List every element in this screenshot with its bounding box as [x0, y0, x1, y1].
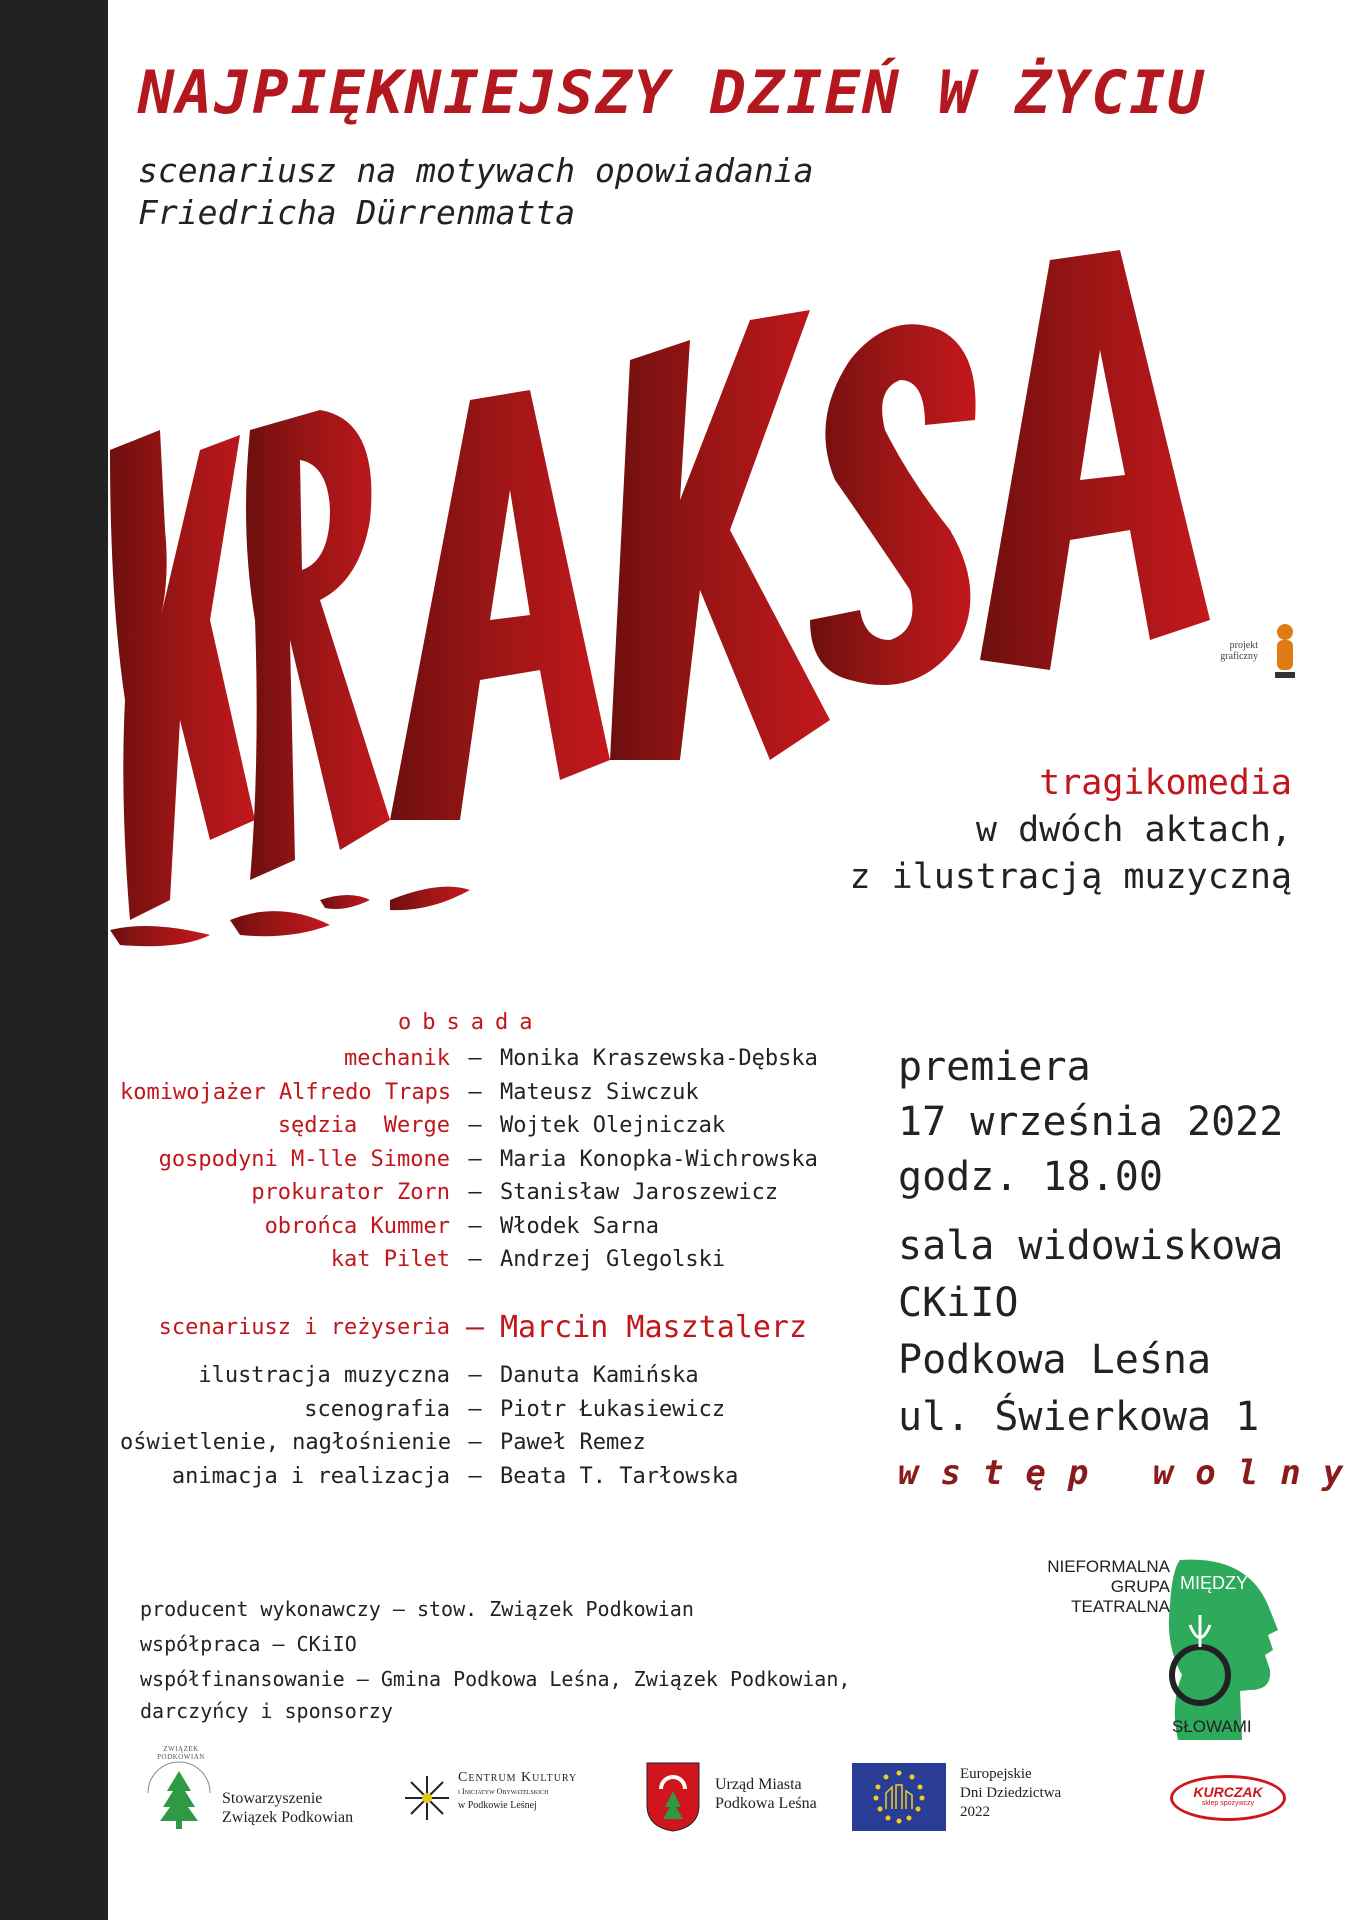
- dash: –: [468, 1146, 482, 1172]
- cast-row: [120, 1109, 840, 1143]
- director-role: scenariusz i reżyseria: [158, 1315, 450, 1340]
- genre-line-2: w dwóch aktach,: [975, 810, 1292, 850]
- dash: –: [468, 1213, 482, 1239]
- group-word-top: MIĘDZY: [1180, 1573, 1249, 1593]
- venue-line-4: ul. Świerkowa 1: [898, 1394, 1260, 1440]
- cast-row: [120, 1176, 840, 1210]
- genre-line-3: z ilustracją muzyczną: [849, 857, 1292, 897]
- producer-line-3: współfinansowanie – Gmina Podkowa Leśna, Związek Podkowian,: [140, 1667, 851, 1691]
- cast-role: mechanik: [344, 1046, 450, 1072]
- kurczak-logo: [1170, 1775, 1286, 1821]
- premiere-info: [898, 1040, 1283, 1205]
- dash: –: [468, 1113, 482, 1139]
- dash: –: [468, 1247, 482, 1273]
- cast-role: gospodyni M-lle Simone: [158, 1146, 450, 1172]
- dash: –: [468, 1363, 482, 1389]
- designer-mascot-icon: [1265, 620, 1305, 690]
- dash: –: [468, 1463, 482, 1489]
- group-name-line-1: NIEFORMALNA: [1047, 1557, 1170, 1576]
- producers-block: [140, 1592, 850, 1725]
- cast-role: komiwojażer Alfredo Traps: [120, 1079, 452, 1105]
- play-title: NAJPIĘKNIEJSZY DZIEŃ W ŻYCIU: [138, 58, 1206, 128]
- dash: –: [468, 1396, 482, 1422]
- edd-line-3: 2022: [960, 1804, 990, 1820]
- cast-row: [120, 1143, 840, 1177]
- director-credit: [120, 1310, 807, 1345]
- subtitle-line-2: Friedricha Dürrenmatta: [138, 193, 576, 232]
- crew-role: oświetlenie, nagłośnienie: [120, 1430, 452, 1456]
- producer-line-2: współpraca – CKiIO: [140, 1632, 357, 1656]
- group-word-bottom: SŁOWAMI: [1172, 1717, 1252, 1736]
- crew-name: Paweł Remez: [500, 1430, 646, 1456]
- um-line-2: Podkowa Leśna: [715, 1795, 817, 1812]
- dash: –: [468, 1046, 482, 1072]
- zp-line-1: Stowarzyszenie: [222, 1790, 323, 1807]
- credit-line-1: projekt: [1229, 640, 1258, 651]
- group-name-line-2: GRUPA: [1110, 1577, 1170, 1596]
- genre-block: [849, 760, 1292, 901]
- cast-name: Maria Konopka-Wichrowska: [500, 1146, 818, 1172]
- edd-line-1: Europejskie: [960, 1766, 1032, 1782]
- theatre-group-logo: [1040, 1555, 1290, 1745]
- crew-list: [120, 1359, 840, 1493]
- town-coat-of-arms-icon: [645, 1761, 701, 1833]
- ck-line-1: Centrum Kultury: [458, 1770, 578, 1785]
- cast-row: [120, 1042, 840, 1076]
- edd-name: [960, 1765, 1061, 1822]
- ckiio-star-icon: [402, 1773, 452, 1823]
- premiere-label: premiera: [898, 1044, 1091, 1090]
- cast-role: sędzia Werge: [277, 1113, 450, 1139]
- zp-name: [222, 1789, 353, 1827]
- kurczak-name: KURCZAK: [1193, 1784, 1263, 1800]
- cast-name: Monika Kraszewska-Dębska: [500, 1046, 818, 1072]
- cast-row: [120, 1076, 840, 1110]
- zp-line-2: Związek Podkowian: [222, 1809, 354, 1826]
- group-name-line-3: TEATRALNA: [1071, 1597, 1170, 1616]
- subtitle-line-1: scenariusz na motywach opowiadania: [138, 151, 814, 190]
- graphic-design-credit: [1198, 640, 1258, 662]
- cast-row: [120, 1210, 840, 1244]
- cast-name: Włodek Sarna: [500, 1213, 659, 1239]
- producer-line-1: producent wykonawczy – stow. Związek Podkowian: [140, 1597, 694, 1621]
- tree-logo-icon: [140, 1753, 218, 1833]
- cast-name: Andrzej Glegolski: [500, 1247, 726, 1273]
- um-line-1: Urząd Miasta: [715, 1776, 802, 1793]
- crew-row: [120, 1359, 840, 1393]
- dash: –: [468, 1430, 482, 1456]
- venue-line-1: sala widowiskowa: [898, 1223, 1284, 1269]
- ckiio-name: [458, 1771, 577, 1813]
- director-name: Marcin Masztalerz: [500, 1310, 808, 1345]
- venue-info: [898, 1218, 1283, 1446]
- credit-line-2: graficzny: [1220, 651, 1258, 662]
- ck-line-3: w Podkowie Leśnej: [458, 1800, 537, 1811]
- cast-role: obrońca Kummer: [264, 1213, 450, 1239]
- cast-list: [120, 1042, 840, 1277]
- crew-role: scenografia: [304, 1396, 450, 1422]
- venue-line-3: Podkowa Leśna: [898, 1337, 1212, 1383]
- venue-line-2: CKiIO: [898, 1280, 1019, 1326]
- admission-free: wstęp wolny: [898, 1453, 1366, 1493]
- kurczak-sub: sklep spożywczy: [1201, 1800, 1255, 1807]
- crew-role: ilustracja muzyczna: [198, 1363, 450, 1389]
- crew-name: Beata T. Tarłowska: [500, 1463, 739, 1489]
- crew-row: [120, 1426, 840, 1460]
- eu-flag-icon: [852, 1763, 946, 1831]
- crew-name: Piotr Łukasiewicz: [500, 1396, 726, 1422]
- um-name: [715, 1775, 817, 1813]
- edd-line-2: Dni Dziedzictwa: [960, 1785, 1062, 1801]
- dash: –: [465, 1310, 485, 1345]
- crew-role: animacja i realizacja: [171, 1463, 450, 1489]
- cast-name: Wojtek Olejniczak: [500, 1113, 726, 1139]
- premiere-date: 17 września 2022: [898, 1099, 1284, 1145]
- dash: –: [468, 1180, 482, 1206]
- ck-line-2: i Inicjatyw Obywatelskich: [458, 1787, 549, 1796]
- producer-line-4: darczyńcy i sponsorzy: [140, 1699, 393, 1723]
- crew-name: Danuta Kamińska: [500, 1363, 699, 1389]
- zp-arc-text: ZWIĄZEK PODKOWIAN: [157, 1745, 205, 1761]
- cast-row: [120, 1243, 840, 1277]
- cast-role: prokurator Zorn: [251, 1180, 450, 1206]
- cast-heading: obsada: [398, 1010, 544, 1035]
- sponsor-logos-row: [140, 1745, 1300, 1855]
- cast-name: Mateusz Siwczuk: [500, 1079, 699, 1105]
- dash: –: [468, 1079, 482, 1105]
- genre-line-1: tragikomedia: [1039, 763, 1292, 803]
- premiere-time: godz. 18.00: [898, 1154, 1163, 1200]
- cast-name: Stanisław Jaroszewicz: [500, 1180, 779, 1206]
- group-name: [1040, 1557, 1170, 1617]
- crew-row: [120, 1393, 840, 1427]
- crew-row: [120, 1460, 840, 1494]
- cast-role: kat Pilet: [330, 1247, 450, 1273]
